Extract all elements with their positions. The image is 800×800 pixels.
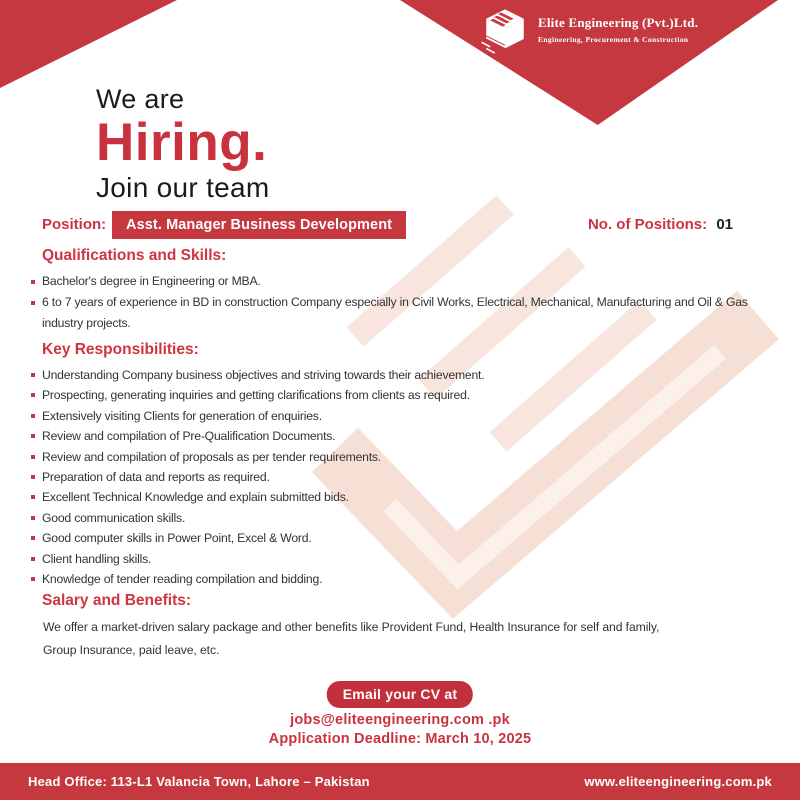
list-item: Knowledge of tender reading compilation and bidding. — [30, 569, 775, 589]
qualifications-list — [30, 271, 775, 334]
list-item: Preparation of data and reports as required. — [30, 467, 775, 487]
hero-block — [96, 84, 270, 204]
list-item: Excellent Technical Knowledge and explain submitted bids. — [30, 487, 775, 507]
corner-triangle-decoration — [0, 0, 177, 88]
list-item: Extensively visiting Clients for generation of enquiries. — [30, 406, 775, 426]
list-item: Good communication skills. — [30, 508, 775, 528]
salary-line: We offer a market-driven salary package and other benefits like Provident Fund, Health Insurance for self and family, — [43, 620, 660, 634]
brand-header — [480, 6, 698, 58]
list-item: Client handling skills. — [30, 549, 775, 569]
position-value-badge: Asst. Manager Business Development — [112, 211, 406, 239]
list-item: Prospecting, generating inquiries and getting clarifications from clients as required. — [30, 385, 775, 405]
email-cv-button[interactable]: Email your CV at — [327, 681, 473, 708]
salary-line: Group Insurance, paid leave, etc. — [43, 643, 220, 657]
brand-tagline: Engineering, Procurement & Construction — [538, 35, 689, 44]
position-label: Position: — [42, 216, 107, 233]
cube-e-logo-icon — [480, 6, 530, 58]
positions-count-label: No. of Positions: — [587, 216, 708, 233]
hero-line-join: Join our team — [96, 172, 270, 203]
section-responsibilities — [30, 341, 775, 589]
position-row — [0, 211, 800, 239]
hero-line-we-are: We are — [96, 84, 185, 114]
salary-paragraph — [30, 616, 775, 662]
responsibilities-list — [30, 365, 775, 589]
list-item: Bachelor's degree in Engineering or MBA. — [30, 271, 775, 292]
brand-name: Elite Engineering (Pvt.)Ltd. — [538, 15, 699, 30]
section-heading: Key Responsibilities: — [42, 341, 199, 358]
section-qualifications — [30, 247, 775, 334]
footer-bar — [0, 763, 800, 800]
list-item: 6 to 7 years of experience in BD in construction Company especially in Civil Works, Electrical, Mechanical, Manufacturing and Oil & Gas industry projects. — [30, 292, 775, 334]
section-heading: Salary and Benefits: — [42, 592, 192, 609]
list-item: Good computer skills in Power Point, Excel & Word. — [30, 528, 775, 548]
email-address[interactable]: jobs@eliteengineering.com .pk — [290, 712, 510, 728]
application-deadline: Application Deadline: March 10, 2025 — [268, 731, 532, 747]
footer-address: Head Office: 113-L1 Valancia Town, Lahore – Pakistan — [28, 774, 370, 789]
list-item: Understanding Company business objectives and striving towards their achievement. — [30, 365, 775, 385]
list-item: Review and compilation of Pre-Qualification Documents. — [30, 426, 775, 446]
section-salary-benefits — [30, 592, 775, 662]
list-item: Review and compilation of proposals as per tender requirements. — [30, 447, 775, 467]
hero-line-hiring: Hiring. — [96, 113, 268, 172]
footer-website[interactable]: www.eliteengineering.com.pk — [584, 774, 772, 789]
positions-count-value: 01 — [716, 216, 733, 233]
positions-count — [588, 211, 733, 239]
section-heading: Qualifications and Skills: — [42, 247, 227, 264]
